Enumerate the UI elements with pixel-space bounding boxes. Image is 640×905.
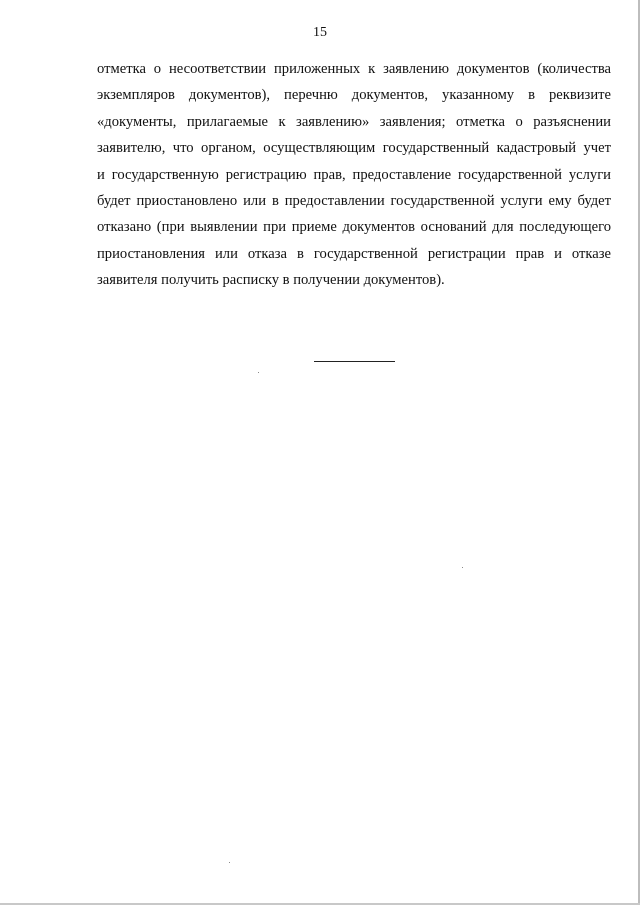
paragraph-line: отметка о несоответствии приложенных к заявлению документов (количества (97, 61, 611, 77)
paragraph-line: будет приостановлено или в предоставлении государственной услуги ему будет (97, 193, 611, 210)
page-number: 15 (313, 25, 327, 40)
paragraph-line: приостановления или отказа в государственной регистрации прав и отказе (97, 245, 611, 262)
paragraph-line: «документы, прилагаемые к заявлению» заявления; отметка о разъяснении (97, 113, 611, 130)
paragraph-line: отказано (при выявлении при приеме документов оснований для последующего (97, 219, 611, 236)
paragraph-line: и государственную регистрацию прав, предоставление государственной услуги (97, 166, 611, 183)
paragraph-line-last: заявителя получить расписку в получении документов). (97, 272, 445, 289)
paragraph-line: экземпляров документов), перечню документов, указанному в реквизите (97, 87, 611, 104)
scan-speck (462, 567, 463, 568)
end-separator-line (314, 361, 395, 362)
scan-speck (229, 862, 230, 863)
paragraph-line: заявителю, что органом, осуществляющим государственный кадастровый учет (97, 140, 611, 157)
body-paragraph (97, 56, 611, 294)
scan-speck (258, 372, 259, 373)
